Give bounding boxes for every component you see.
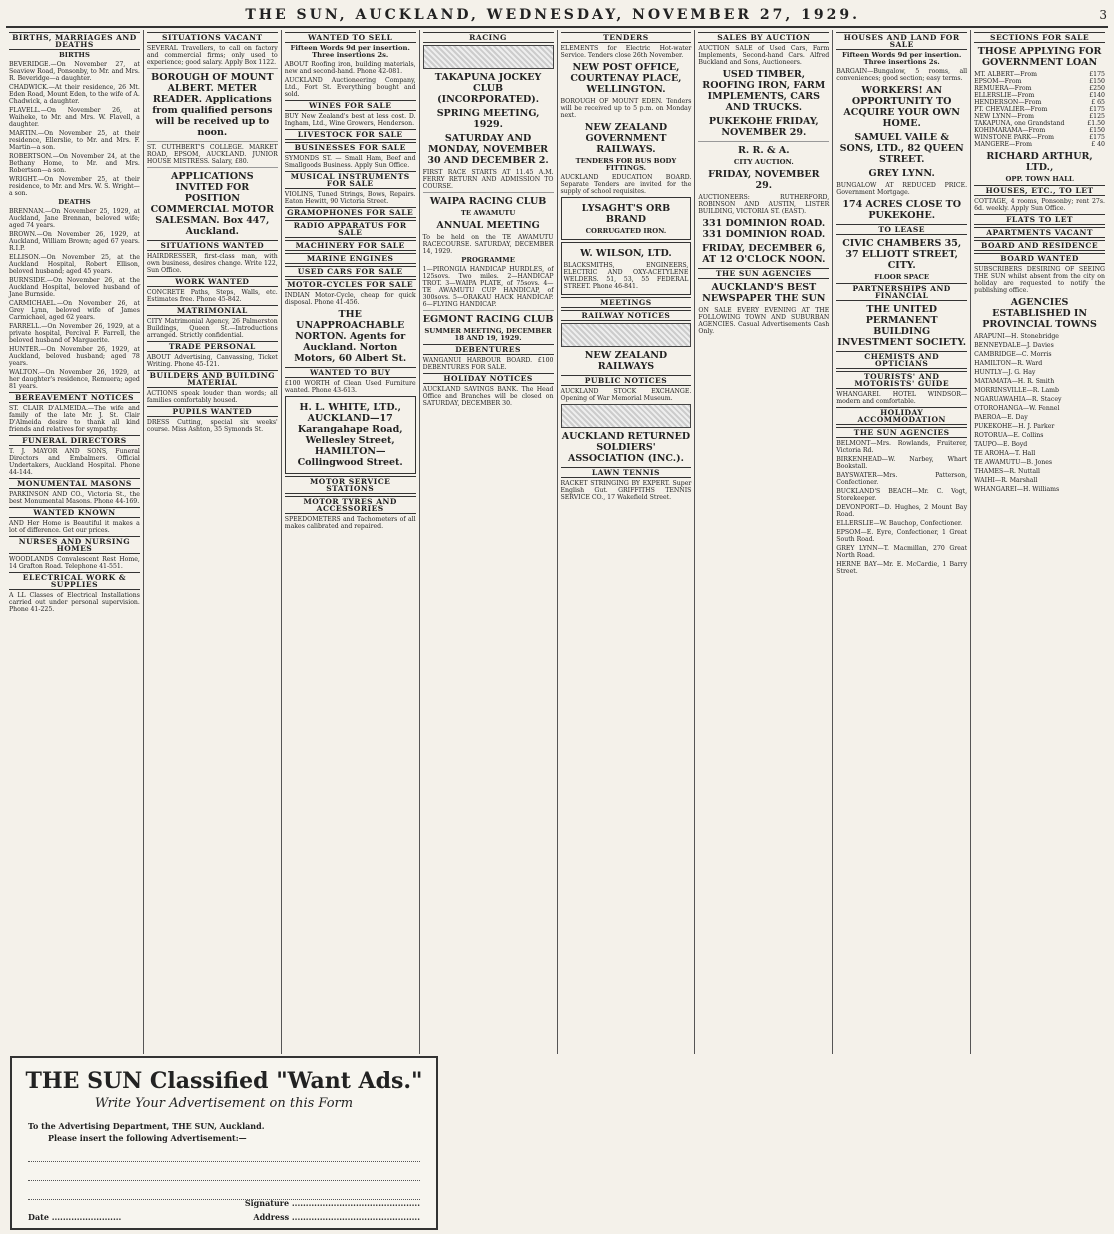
notice: CONCRETE Paths, Steps, Walls, etc. Estimates free. Phone 45-842.	[146, 289, 278, 303]
address-label: Address	[253, 1212, 290, 1222]
notice: SYMONDS ST. — Small Ham, Beef and Smallgoods Business. Apply Sun Office.	[284, 155, 416, 169]
section-header: BEREAVEMENT NOTICES	[9, 392, 140, 403]
divider	[423, 310, 554, 311]
notice: SUBSCRIBERS DESIRING OF SEEING THE SUN whilst absent from the city on holiday are requested to notify the publishing office.	[974, 266, 1105, 294]
section-subheader: DEATHS	[58, 198, 91, 206]
notice-headline: GREY LYNN.	[868, 168, 935, 179]
notice-headline: AUCKLAND'S BEST NEWSPAPER THE SUN	[702, 282, 826, 304]
death-notice: FARRELL.—On November 26, 1929, at a private hospital, Percival F. Farrell, the beloved husband of Marguerite.	[9, 323, 140, 344]
brand-name: LYSAGHT'S ORB BRAND	[581, 203, 671, 225]
form-recipient: To the Advertising Department, THE SUN, Auckland.	[28, 1121, 265, 1131]
notice: VIOLINS, Tuned Strings, Bows, Repairs. Eaton Hewitt, 90 Victoria Street.	[284, 191, 416, 205]
notice-headline: NEW ZEALAND RAILWAYS	[584, 350, 668, 372]
section-price-row	[974, 78, 1105, 85]
section-header: FUNERAL DIRECTORS	[9, 435, 140, 446]
notice: T. J. MAYOR AND SONS, Funeral Directors and Embalmers. Official Undertakers, Auckland Hospital. Phone 44-144.	[9, 448, 140, 476]
notice: BOROUGH OF MOUNT EDEN. Tenders will be received up to 5 p.m. on Monday next.	[560, 98, 692, 119]
section-header: HOUSES, ETC., TO LET	[974, 185, 1105, 196]
notice: ELEMENTS for Electric Hot-water Service. Tenders close 26th November.	[560, 45, 692, 59]
death-notice: CARMICHAEL.—On November 26, at Grey Lynn, beloved wife of James Carmichael, aged 62 years.	[9, 300, 140, 321]
page-number: 3	[1099, 8, 1108, 22]
agency-entry: THAMES—R. Nuttall	[974, 468, 1041, 475]
section-header: SITUATIONS VACANT	[147, 32, 278, 43]
agency-entry: WHANGAREI—H. Williams	[974, 486, 1060, 493]
agency-entry: GREY LYNN—T. Macmillan, 270 Great North Road.	[836, 545, 968, 559]
birth-notice: CHADWICK.—At their residence, 26 Mt. Eden Road, Mount Eden, to the wife of A. Chadwick, a daughter.	[9, 84, 140, 105]
section-header: MATRIMONIAL	[147, 305, 278, 316]
agency-entry: TAUPO—E. Boyd	[974, 441, 1028, 448]
notice: BLACKSMITHS, ENGINEERS, ELECTRIC AND OXY-ACETYLENE WELDERS. 51, 53, 55 FEDERAL STREET. Phone 46-841.	[563, 262, 689, 290]
section-header: BUILDERS AND BUILDING MATERIAL	[147, 370, 278, 388]
notice: ON SALE EVERY EVENING AT THE FOLLOWING TOWN AND SUBURBAN AGENCIES. Casual Advertisements Cash Only.	[698, 307, 830, 335]
agency-entry: MORRINSVILLE—R. Lamb	[974, 387, 1060, 394]
agency-entry: OTOROHANGA—W. Fennel	[974, 405, 1060, 412]
agency-entry: PUKEKOHE—H. J. Parker	[974, 423, 1055, 430]
divider	[423, 192, 554, 193]
column-4	[420, 30, 558, 1054]
column-7	[833, 30, 971, 1054]
section-price: £ 40	[1091, 141, 1105, 148]
section-price: £175	[1089, 106, 1105, 113]
agency-entry: NGARUAWAHIA—R. Stacey	[974, 396, 1062, 403]
notice: To be held on the TE AWAMUTU RACECOURSE. SATURDAY, DECEMBER 14, 1929.	[422, 234, 554, 255]
agency-entry: ARAPUNI—H. Stonebridge	[974, 333, 1059, 340]
divider	[147, 167, 278, 168]
notice: AUCKLAND Auctioneering Company, Ltd., Fort St. Everything bought and sold.	[284, 77, 416, 98]
section-price: £125	[1089, 113, 1105, 120]
agent-name: SAMUEL VAILE & SONS, LTD., 82 QUEEN STREET.	[839, 132, 964, 165]
notice: ACTIONS speak louder than words; all families comfortably housed.	[146, 390, 278, 404]
notice: SEVERAL Travellers, to call on factory and commercial firms; only used to experience; good salary. Apply Box 1122.	[146, 45, 278, 66]
section-header: MACHINERY FOR SALE	[285, 240, 416, 251]
notice: SPEEDOMETERS and Tachometers of all makes calibrated and repaired.	[284, 516, 416, 530]
meeting-title: ANNUAL MEETING	[436, 220, 540, 231]
date-field[interactable]: Date .........................	[28, 1212, 122, 1222]
column-2	[144, 30, 282, 1054]
section-suburb: EPSOM—From	[974, 78, 1022, 85]
section-header: MOTOR SERVICE STATIONS	[285, 476, 416, 494]
notice: CITY Matrimonial Agency, 26 Palmerston Buildings, Queen St.—Introductions arranged. Strictly confidential.	[146, 318, 278, 339]
section-header: HOUSES AND LAND FOR SALE	[836, 32, 967, 50]
racehorse-illustration	[423, 45, 554, 69]
signature-label: Signature	[244, 1198, 290, 1208]
birth-notice: FLAVELL.—On November 26, at Waiheke, to Mr. and Mrs. W. Flavell, a daughter.	[9, 107, 140, 128]
rate-note: Fifteen Words 9d per insertion. Three insertions 2s.	[290, 44, 410, 59]
column-8	[971, 30, 1108, 1054]
notice: INDIAN Motor-Cycle, cheap for quick disposal. Phone 41-456.	[284, 292, 416, 306]
agency-entry: BELMONT—Mrs. Rowlands, Fruiterer, Victoria Rd.	[836, 440, 968, 454]
form-subtitle: Write Your Advertisement on this Form	[94, 1096, 354, 1111]
club-name: EGMONT RACING CLUB	[422, 314, 554, 325]
agency-entry: HUNTLY—J. G. Hay	[974, 369, 1036, 376]
section-header: WANTED TO SELL	[285, 32, 416, 43]
sale-date: FRIDAY, DECEMBER 6, AT 12 O'CLOCK NOON.	[702, 243, 826, 265]
section-suburb: WINSTONE PARK—From	[974, 134, 1055, 141]
section-header: TOURISTS' AND MOTORISTS' GUIDE	[836, 371, 967, 389]
agency-entry: EPSOM—E. Eyre, Confectioner, 1 Great South Road.	[836, 529, 968, 543]
notice-headline: 174 ACRES CLOSE TO PUKEKOHE.	[842, 199, 962, 221]
divider	[147, 141, 278, 142]
section-price: £175	[1089, 71, 1105, 78]
section-suburb: MT. ALBERT—From	[974, 71, 1037, 78]
agencies-list	[974, 333, 1105, 493]
section-header: MARINE ENGINES	[285, 253, 416, 264]
agent-name: RICHARD ARTHUR, LTD.,	[986, 151, 1093, 173]
notice: WHANGAREI. HOTEL WINDSOR—modern and comfortable.	[836, 391, 968, 405]
masthead-title: THE SUN, AUCKLAND, WEDNESDAY, NOVEMBER 27, 1929.	[245, 7, 860, 23]
notice: A LL Classes of Electrical Installations carried out under personal supervision. Phone 41-225.	[9, 592, 140, 613]
notice: ABOUT Advertising, Canvassing, Ticket Writing. Phone 45-121.	[146, 354, 278, 368]
agency-entry: TE AWAMUTU—B. Jones	[974, 459, 1053, 466]
address-field[interactable]: Address ..............................................	[253, 1212, 420, 1222]
death-notice: HUNTER.—On November 26, 1929, at Auckland, beloved husband; aged 78 years.	[9, 346, 140, 367]
section-header: TO LEASE	[836, 224, 967, 235]
form-write-line[interactable]	[28, 1172, 420, 1181]
agency-entry: ELLERSLIE—W. Bauchop, Confectioner.	[836, 520, 963, 527]
section-price-row	[974, 85, 1105, 92]
section-subheader: BIRTHS	[59, 51, 90, 59]
date-label: Date	[28, 1212, 49, 1222]
signature-field[interactable]: Signature ..............................................	[244, 1198, 420, 1208]
section-suburb: PT. CHEVALIER—From	[974, 106, 1048, 113]
notice-headline: NEW ZEALAND GOVERNMENT RAILWAYS.	[584, 122, 668, 155]
section-price: £250	[1089, 85, 1105, 92]
advertisement-box	[285, 396, 416, 474]
agency-entry: WAIHI—R. Marshall	[974, 477, 1038, 484]
section-header: SITUATIONS WANTED	[147, 240, 278, 251]
section-header: WINES FOR SALE	[285, 100, 416, 111]
notice: AUCTION SALE of Used Cars, Farm Implements, Second-hand Cars. Alfred Buckland and Sons, Auctioneers.	[698, 45, 830, 66]
section-header: BOARD AND RESIDENCE	[974, 240, 1105, 251]
notice-subheading: FLOOR SPACE	[874, 273, 930, 281]
section-header: MONUMENTAL MASONS	[9, 478, 140, 489]
section-header: BOARD WANTED	[974, 253, 1105, 264]
programme: 1—PIRONGIA HANDICAP HURDLES, of 125sovs. Two miles. 2—HANDICAP TROT. 3—WAIPA PLATE, of 75sovs. 4—TE AWAMUTU CUP HANDICAP, of 300sovs. 5—ORAKAU HACK HANDICAP. 6—FLYING HANDICAP.	[422, 266, 554, 308]
section-header: MEETINGS	[561, 297, 692, 308]
section-price-row	[974, 134, 1105, 141]
section-price-row	[974, 71, 1105, 78]
sale-date: PUKEKOHE FRIDAY, NOVEMBER 29.	[708, 116, 819, 138]
section-price-row	[974, 99, 1105, 106]
badge-illustration	[561, 404, 692, 428]
section-header: GRAMOPHONES FOR SALE	[285, 207, 416, 218]
notice: FIRST RACE STARTS AT 11.45 A.M. FERRY RETURN AND ADMISSION TO COURSE.	[422, 169, 554, 190]
section-header: PUBLIC NOTICES	[561, 375, 692, 386]
section-price: £150	[1089, 78, 1105, 85]
births-list	[9, 61, 140, 197]
agency-entry: HAMILTON—R. Ward	[974, 360, 1043, 367]
notice-headline: CIVIC CHAMBERS 35, 37 ELLIOTT STREET, CITY.	[842, 238, 962, 271]
notice: AUCKLAND EDUCATION BOARD. Separate Tenders are invited for the supply of school requisites.	[560, 174, 692, 195]
masthead	[6, 4, 1108, 28]
notice-headline: THE UNITED PERMANENT BUILDING INVESTMENT SOCIETY.	[837, 304, 967, 348]
deaths-list	[9, 208, 140, 390]
section-header: FLATS TO LET	[974, 214, 1105, 225]
section-price-row	[974, 106, 1105, 113]
train-illustration	[561, 323, 692, 347]
advertiser-name: W. WILSON, LTD.	[580, 248, 672, 259]
notice: COTTAGE, 4 rooms, Ponsonby; rent 27s. 6d. weekly. Apply Sun Office.	[974, 198, 1105, 212]
section-suburb: NEW LYNN—From	[974, 113, 1035, 120]
section-price: £175	[1089, 134, 1105, 141]
agencies-list	[836, 440, 967, 575]
notice: AUCKLAND STOCK EXCHANGE. Opening of War Memorial Museum.	[560, 388, 692, 402]
section-header: ELECTRICAL WORK & SUPPLIES	[9, 572, 140, 590]
notice: PARKINSON AND CO., Victoria St., the best Monumental Masons. Phone 44-169.	[9, 491, 140, 505]
divider	[147, 68, 278, 69]
section-header: THE SUN AGENCIES	[698, 268, 829, 279]
form-title: THE SUN Classified "Want Ads."	[25, 1068, 423, 1094]
notice-subheading: CITY AUCTION.	[733, 158, 794, 166]
location: TE AWAMUTU	[460, 209, 516, 217]
section-header: THE SUN AGENCIES	[836, 427, 967, 438]
column-5	[558, 30, 696, 1054]
sections-price-list	[974, 71, 1105, 148]
column-1	[6, 30, 144, 1054]
notice: ST. CLAIR D'ALMEIDA.—The wife and family of the late Mr. J. St. Clair D'Almeida desire to thank all kind friends and relatives for sympathy.	[9, 405, 140, 433]
section-header: HOLIDAY NOTICES	[423, 373, 554, 384]
section-header: TENDERS	[561, 32, 692, 43]
advertisement-box	[561, 242, 692, 295]
column-6	[695, 30, 833, 1054]
notice: BUY New Zealand's best at less cost. D. Ingham, Ltd., Wine Growers, Henderson.	[284, 113, 416, 127]
section-suburb: HENDERSON—From	[974, 99, 1042, 106]
form-write-line[interactable]	[28, 1153, 420, 1162]
section-header: SALES BY AUCTION	[698, 32, 829, 43]
notice: BARGAIN—Bungalow, 5 rooms, all conveniences; good section; easy terms.	[836, 68, 968, 82]
notice-headline: THOSE APPLYING FOR GOVERNMENT LOAN	[977, 46, 1102, 68]
section-header: TRADE PERSONAL	[147, 341, 278, 352]
section-header: WANTED TO BUY	[285, 367, 416, 378]
section-header: WANTED KNOWN	[9, 507, 140, 518]
notice: RACKET STRINGING BY EXPERT. Super English Gut. GRIFFITHS TENNIS SERVICE CO., 17 Wakefield Street.	[560, 480, 692, 501]
birth-notice: WRIGHT.—On November 25, at their residence, to Mr. and Mrs. W. S. Wright—a son.	[9, 176, 140, 197]
notice-headline: NEW POST OFFICE, COURTENAY PLACE, WELLINGTON.	[570, 62, 682, 95]
section-price: £1.50	[1087, 120, 1105, 127]
agency-entry: TE AROHA—T. Hall	[974, 450, 1036, 457]
agent-location: OPP. TOWN HALL	[1005, 175, 1074, 183]
section-header: SECTIONS FOR SALE	[974, 32, 1105, 43]
notice-headline: AGENCIES ESTABLISHED IN PROVINCIAL TOWNS	[982, 297, 1097, 330]
death-notice: BRENNAN.—On November 25, 1929, at Auckland, Jane Brennan, beloved wife; aged 74 years.	[9, 208, 140, 229]
club-name: TAKAPUNA JOCKEY CLUB (INCORPORATED).	[434, 72, 542, 105]
death-notice: WALTON.—On November 26, 1929, at her daughter's residence, Remuera; aged 81 years.	[9, 369, 140, 390]
section-suburb: KOHIMARAMA—From	[974, 127, 1046, 134]
section-header: DEBENTURES	[423, 344, 554, 355]
programme-heading: PROGRAMME	[461, 256, 515, 264]
meeting-dates: SATURDAY AND MONDAY, NOVEMBER 30 AND DECEMBER 2.	[427, 133, 549, 166]
notice: WOODLANDS Convalescent Rest Home, 14 Grafton Road. Telephone 41-551.	[9, 556, 140, 570]
section-price: £150	[1089, 127, 1105, 134]
notice: WANGANUI HARBOUR BOARD. £100 DEBENTURES FOR SALE.	[422, 357, 554, 371]
notice: AND Her Home is Beautiful it makes a lot of difference. Get our prices.	[9, 520, 140, 534]
section-price-row	[974, 120, 1105, 127]
section-header: MOTOR TYRES AND ACCESSORIES	[285, 496, 416, 514]
notice: ST. CUTHBERT'S COLLEGE. MARKET ROAD, EPSOM, AUCKLAND. JUNIOR HOUSE MISTRESS. Salary, £80.	[146, 144, 278, 165]
section-header: CHEMISTS AND OPTICIANS	[836, 351, 967, 369]
notice-headline: WORKERS! AN OPPORTUNITY TO ACQUIRE YOUR OWN HOME.	[843, 85, 960, 129]
notice: AUCKLAND SAVINGS BANK. The Head Office and Branches will be closed on SATURDAY, DECEMBER 30.	[422, 386, 554, 407]
section-price-row	[974, 141, 1105, 148]
section-price-row	[974, 113, 1105, 120]
section-suburb: REMUERA—From	[974, 85, 1032, 92]
notice-headline: THE UNAPPROACHABLE NORTON. Agents for Auckland. Norton Motors, 60 Albert St.	[294, 309, 407, 364]
notice-subheading: TENDERS FOR BUS BODY FITTINGS.	[575, 157, 677, 172]
section-price-row	[974, 127, 1105, 134]
agency-entry: PAEROA—E. Day	[974, 414, 1028, 421]
section-header: BIRTHS, MARRIAGES AND DEATHS	[9, 32, 140, 50]
section-header: WORK WANTED	[147, 276, 278, 287]
section-suburb: ELLERSLIE—From	[974, 92, 1035, 99]
notice-headline: AUCKLAND RETURNED SOLDIERS' ASSOCIATION (INC.).	[561, 431, 691, 464]
agency-entry: BENNEYDALE—J. Davies	[974, 342, 1054, 349]
notice: AUCTIONEERS: RUTHERFORD, ROBINSON AND AUSTIN, LISTER BUILDING, VICTORIA ST. (EAST).	[698, 194, 830, 215]
birth-notice: MARTIN.—On November 25, at their residence, Ellerslie, to Mr. and Mrs. F. Martin—a son.	[9, 130, 140, 151]
agency-entry: BUCKLAND'S BEACH—Mr. C. Vogt, Storekeeper.	[836, 488, 968, 502]
agency-entry: BIRKENHEAD—W. Narbey, Whart Bookstall.	[836, 456, 968, 470]
section-header: NURSES AND NURSING HOMES	[9, 536, 140, 554]
auctioneer-initials: R. R. & A.	[738, 145, 790, 156]
death-notice: BURNSIDE.—On November 26, at the Auckland Hospital, beloved husband of Jane Burnside.	[9, 277, 140, 298]
divider	[698, 141, 829, 142]
death-notice: BROWN.—On November 26, 1929, at Auckland, William Brown; aged 67 years. R.I.P.	[9, 231, 140, 252]
sale-date: FRIDAY, NOVEMBER 29.	[708, 169, 820, 191]
section-header: PUPILS WANTED	[147, 406, 278, 417]
notice: £100 WORTH of Clean Used Furniture wanted. Phone 43-613.	[284, 380, 416, 394]
column-3	[282, 30, 420, 1054]
section-price: £ 65	[1091, 99, 1105, 106]
notice: HAIRDRESSER, first-class man, with own business, desires change. Write 122, Sun Office.	[146, 253, 278, 274]
form-footer	[28, 1212, 420, 1222]
notice: ABOUT Roofing iron, building materials, new and second-hand. Phone 42-081.	[284, 61, 416, 75]
property-address: 331 DOMINION ROAD. 331 DOMINION ROAD.	[702, 218, 826, 240]
section-header: RADIO APPARATUS FOR SALE	[285, 220, 416, 238]
birth-notice: ROBERTSON.—On November 24, at the Bethany Home, to Mr. and Mrs. Robertson—a son.	[9, 153, 140, 174]
advertiser-name: H. L. WHITE, LTD., AUCKLAND—17 Karangahape Road, Wellesley Street, HAMILTON—Collingwood Street.	[297, 402, 403, 468]
section-header: LIVESTOCK FOR SALE	[285, 129, 416, 140]
club-name: WAIPA RACING CLUB	[429, 196, 547, 207]
section-suburb: TAKAPUNA, one Grandstand	[974, 120, 1065, 127]
want-ads-form	[10, 1056, 438, 1230]
agency-entry: DEVONPORT—D. Hughes, 2 Mount Bay Road.	[836, 504, 968, 518]
section-suburb: MANGERE—From	[974, 141, 1033, 148]
form-instruction: Please insert the following Advertisement:—	[48, 1133, 247, 1143]
agency-entry: ROTORUA—E. Collins	[974, 432, 1044, 439]
notice: BUNGALOW AT REDUCED PRICE. Government Mortgage.	[836, 182, 968, 196]
agency-entry: HERNE BAY—Mr. E. McCardie, 1 Barry Street.	[836, 561, 968, 575]
death-notice: ELLISON.—On November 25, at the Auckland Hospital, Robert Ellison, beloved husband; aged 45 years.	[9, 254, 140, 275]
section-price-row	[974, 92, 1105, 99]
section-header: RACING	[423, 32, 554, 43]
section-header: MUSICAL INSTRUMENTS FOR SALE	[285, 171, 416, 189]
section-header: PARTNERSHIPS AND FINANCIAL	[836, 283, 967, 301]
section-header: HOLIDAY ACCOMMODATION	[836, 407, 967, 425]
columns	[6, 30, 1108, 1054]
section-header: MOTOR-CYCLES FOR SALE	[285, 279, 416, 290]
notice-headline: APPLICATIONS INVITED FOR POSITION COMMERCIAL MOTOR SALESMAN. Box 447, Auckland.	[150, 171, 275, 237]
section-header: APARTMENTS VACANT	[974, 227, 1105, 238]
notice: DRESS Cutting, special six weeks' course. Miss Ashton, 35 Symonds St.	[146, 419, 278, 433]
section-header: RAILWAY NOTICES	[561, 310, 692, 321]
section-header: USED CARS FOR SALE	[285, 266, 416, 277]
meeting-title: SPRING MEETING, 1929.	[436, 108, 540, 130]
product-name: CORRUGATED IRON.	[585, 227, 667, 235]
birth-notice: BEVERIDGE.—On November 27, at Seaview Road, Ponsonby, to Mr. and Mrs. R. Beveridge—a daughter.	[9, 61, 140, 82]
section-price: £140	[1089, 92, 1105, 99]
section-header: LAWN TENNIS	[561, 467, 692, 478]
meeting-dates: SUMMER MEETING, DECEMBER 18 AND 19, 1929.	[424, 327, 552, 342]
agency-entry: MATAMATA—H. R. Smith	[974, 378, 1055, 385]
agency-entry: CAMBRIDGE—C. Morris	[974, 351, 1052, 358]
notice-headline: BOROUGH OF MOUNT ALBERT. METER READER. Applications from qualified persons will be received up to noon.	[151, 72, 274, 138]
notice-headline: USED TIMBER, ROOFING IRON, FARM IMPLEMENTS, CARS AND TRUCKS.	[702, 69, 826, 113]
agency-entry: BAYSWATER—Mrs. Patterson, Confectioner.	[836, 472, 968, 486]
rate-note: Fifteen Words 9d per insertion. Three insertions 2s.	[842, 51, 962, 66]
section-header: BUSINESSES FOR SALE	[285, 142, 416, 153]
advertisement-box	[561, 197, 692, 240]
